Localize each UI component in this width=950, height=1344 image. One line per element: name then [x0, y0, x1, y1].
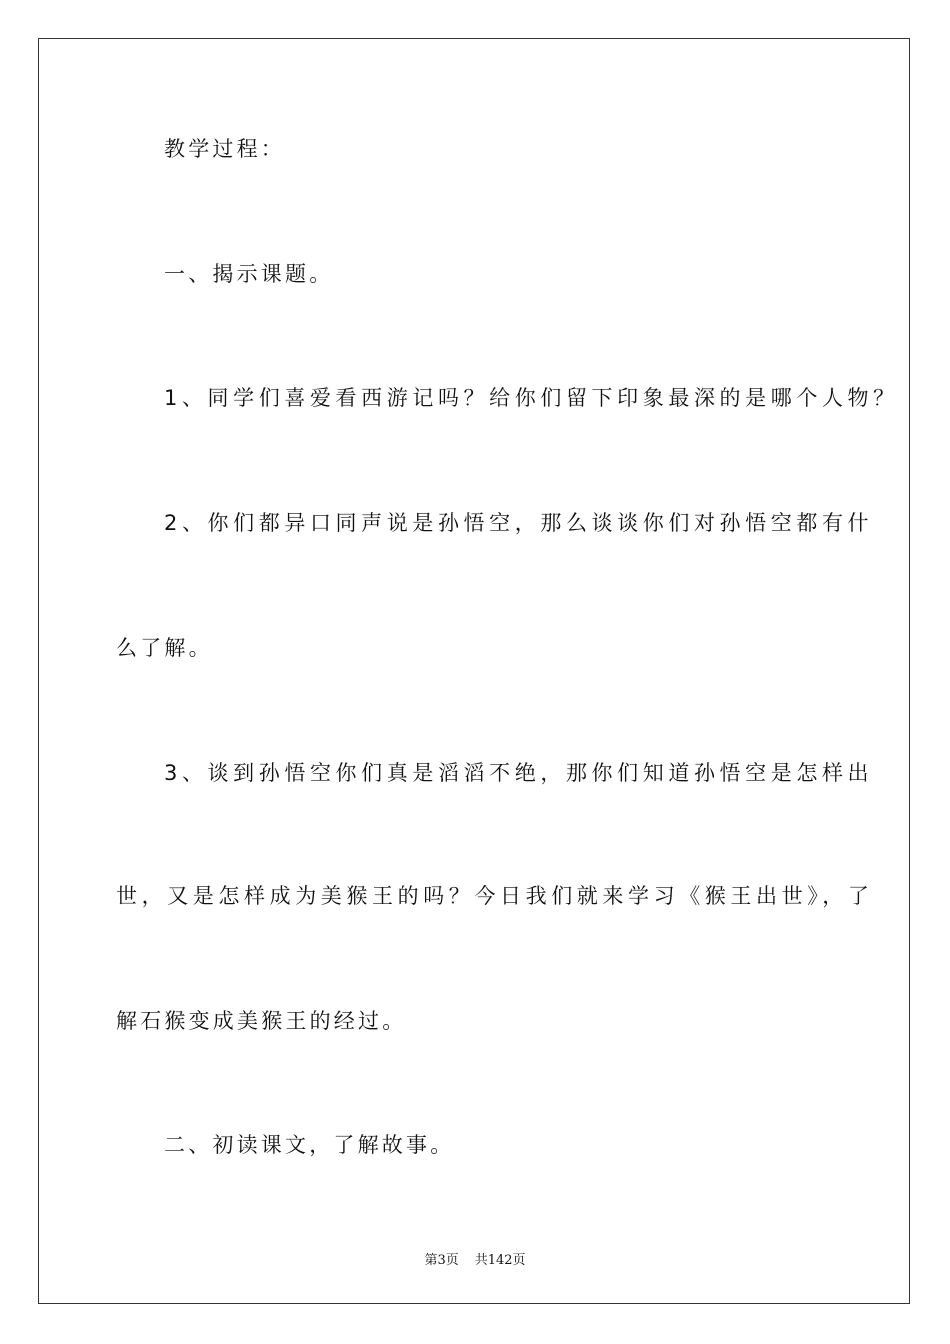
paragraph-line: 么了解。: [116, 636, 213, 660]
section-heading-1: 一、揭示课题。: [164, 262, 334, 286]
paragraph-line: 3、谈到孙悟空你们真是滔滔不绝，那你们知道孙悟空是怎样出: [164, 761, 874, 785]
paragraph-line: 1、同学们喜爱看西游记吗？给你们留下印象最深的是哪个人物？: [164, 386, 899, 410]
page-border: [38, 38, 910, 1304]
paragraph-line: 解石猴变成美猴王的经过。: [116, 1009, 407, 1033]
page-total: 共142页: [474, 1253, 526, 1268]
heading-teaching-process: 教学过程：: [164, 137, 285, 161]
paragraph-line: 2、你们都异口同声说是孙悟空，那么谈谈你们对孙悟空都有什: [164, 511, 874, 535]
paragraph-line: 世，又是怎样成为美猴王的吗？今日我们就来学习《猴王出世》，了: [116, 884, 874, 908]
page-footer: [0, 1249, 950, 1268]
section-heading-2: 二、初读课文，了解故事。: [164, 1133, 455, 1157]
page-number: 第3页: [424, 1253, 459, 1268]
